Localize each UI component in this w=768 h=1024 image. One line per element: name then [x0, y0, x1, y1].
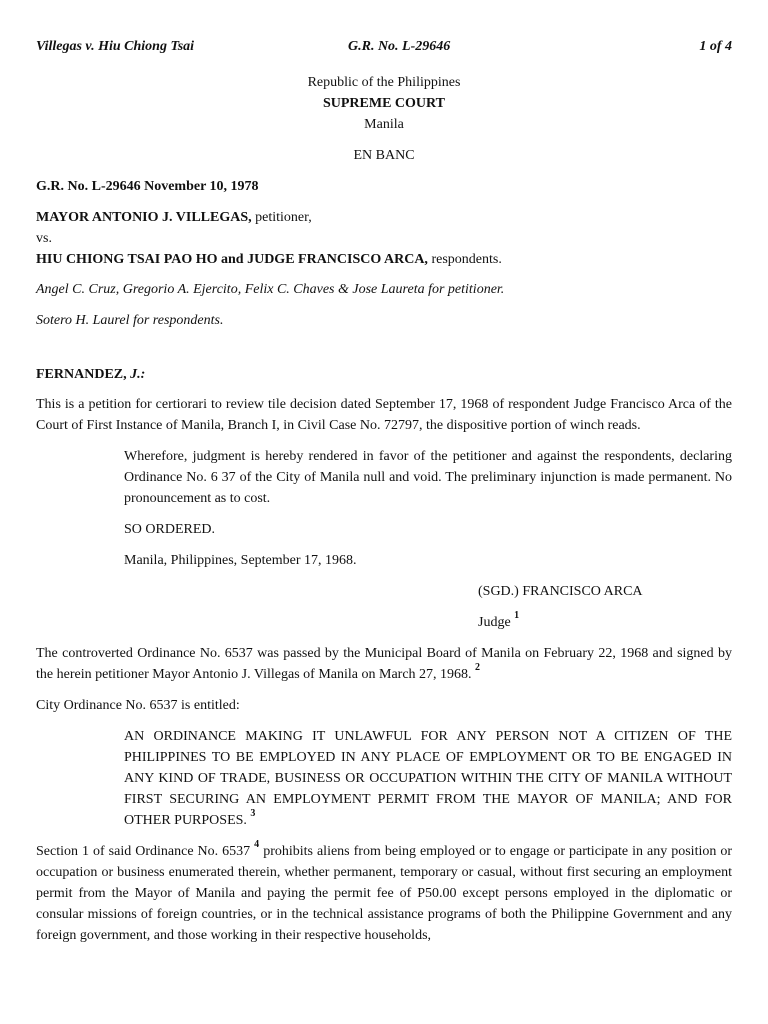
- judge-title: Judge: [478, 615, 511, 630]
- counsel-petitioner: Angel C. Cruz, Gregorio A. Ejercito, Felix C. Chaves & Jose Laureta for petitioner.: [36, 282, 505, 297]
- ponente-suffix: J.:: [126, 367, 146, 382]
- respondents-role: respondents.: [427, 252, 502, 267]
- document-page: [36, 36, 732, 946]
- quote-date: Manila, Philippines, September 17, 1968.: [124, 553, 357, 568]
- signature: (SGD.) FRANCISCO ARCA: [478, 584, 643, 599]
- court-city: Manila: [364, 117, 404, 132]
- respondents-line: [36, 249, 732, 270]
- respondents-name: HIU CHIONG TSAI PAO HO and JUDGE FRANCISCO ARCA,: [36, 252, 428, 267]
- ordinance-title-text: AN ORDINANCE MAKING IT UNLAWFUL FOR ANY PERSON NOT A CITIZEN OF THE PHILIPPINES TO BE EMPLOYED IN ANY PLACE OF EMPLOYMENT OR TO BE ENGAGED IN ANY KIND OF TRADE, BUSINESS OR OCCUPATION WITHIN THE CITY OF MANILA WITHOUT FIRST SECURING AN EMPLOYMENT PERMIT FROM THE MAYOR OF MANILA; AND FOR OTHER PURPOSES.: [124, 729, 732, 828]
- paragraph-4: [36, 841, 732, 946]
- ponente: [36, 364, 732, 385]
- header-gr-number: G.R. No. L-29646: [348, 39, 451, 54]
- ponente-name: FERNANDEZ,: [36, 367, 127, 382]
- quote-so-ordered: SO ORDERED.: [124, 522, 216, 537]
- petitioner-line: [36, 207, 732, 228]
- judge-line: [478, 612, 732, 633]
- paragraph-1: This is a petition for certiorari to review tile decision dated September 17, 1968 of respondent Judge Francisco Arca of the Court of First Instance of Manila, Branch I, in Civil Case No. 72797, the dispositive portion of winch reads.: [36, 397, 732, 433]
- court-name: SUPREME COURT: [322, 96, 445, 111]
- petitioner-name: MAYOR ANTONIO J. VILLEGAS,: [36, 210, 252, 225]
- paragraph-2: [36, 643, 732, 685]
- paragraph-4-text: prohibits aliens from being employed or to engage or participate in any position or occupation or business enumerated therein, whether permanent, temporary or casual, without first securing an employment permit from the Mayor of Manila and paying the permit fee of P50.00 except persons employed in the diplomatic or consular missions of foreign countries, or in the technical assistance programs of both the Philippine Government and any foreign government, and those working in their respective households,: [36, 844, 733, 943]
- counsel-respondents: Sotero H. Laurel for respondents.: [36, 313, 224, 328]
- division: EN BANC: [353, 148, 415, 163]
- footnote-4[interactable]: 4: [254, 839, 260, 851]
- footnote-2[interactable]: 2: [475, 662, 481, 674]
- paragraph-4-lead: Section 1 of said Ordinance No. 6537: [36, 844, 251, 859]
- versus: vs.: [36, 231, 52, 246]
- running-header: [36, 36, 732, 58]
- petitioner-role: petitioner,: [251, 210, 312, 225]
- paragraph-3: City Ordinance No. 6537 is entitled:: [36, 698, 240, 713]
- header-page-number: 1 of 4: [699, 39, 732, 54]
- quote-dispositive: Wherefore, judgment is hereby rendered in favor of the petitioner and against the respondents, declaring Ordinance No. 6 37 of the City of Manila null and void. The preliminary injunction is made permanent. No pronouncement as to cost.: [124, 449, 732, 506]
- header-case-title: Villegas v. Hiu Chiong Tsai: [36, 39, 195, 54]
- footnote-1[interactable]: 1: [514, 610, 520, 622]
- republic-line: Republic of the Philippines: [307, 75, 461, 90]
- paragraph-2-text: The controverted Ordinance No. 6537 was passed by the Municipal Board of Manila on February 22, 1968 and signed by the herein petitioner Mayor Antonio J. Villegas of Manila on March 27, 1968.: [36, 646, 732, 682]
- quote-ordinance-title: [124, 726, 732, 831]
- footnote-3[interactable]: 3: [250, 808, 256, 820]
- case-number-date: G.R. No. L-29646 November 10, 1978: [36, 179, 259, 194]
